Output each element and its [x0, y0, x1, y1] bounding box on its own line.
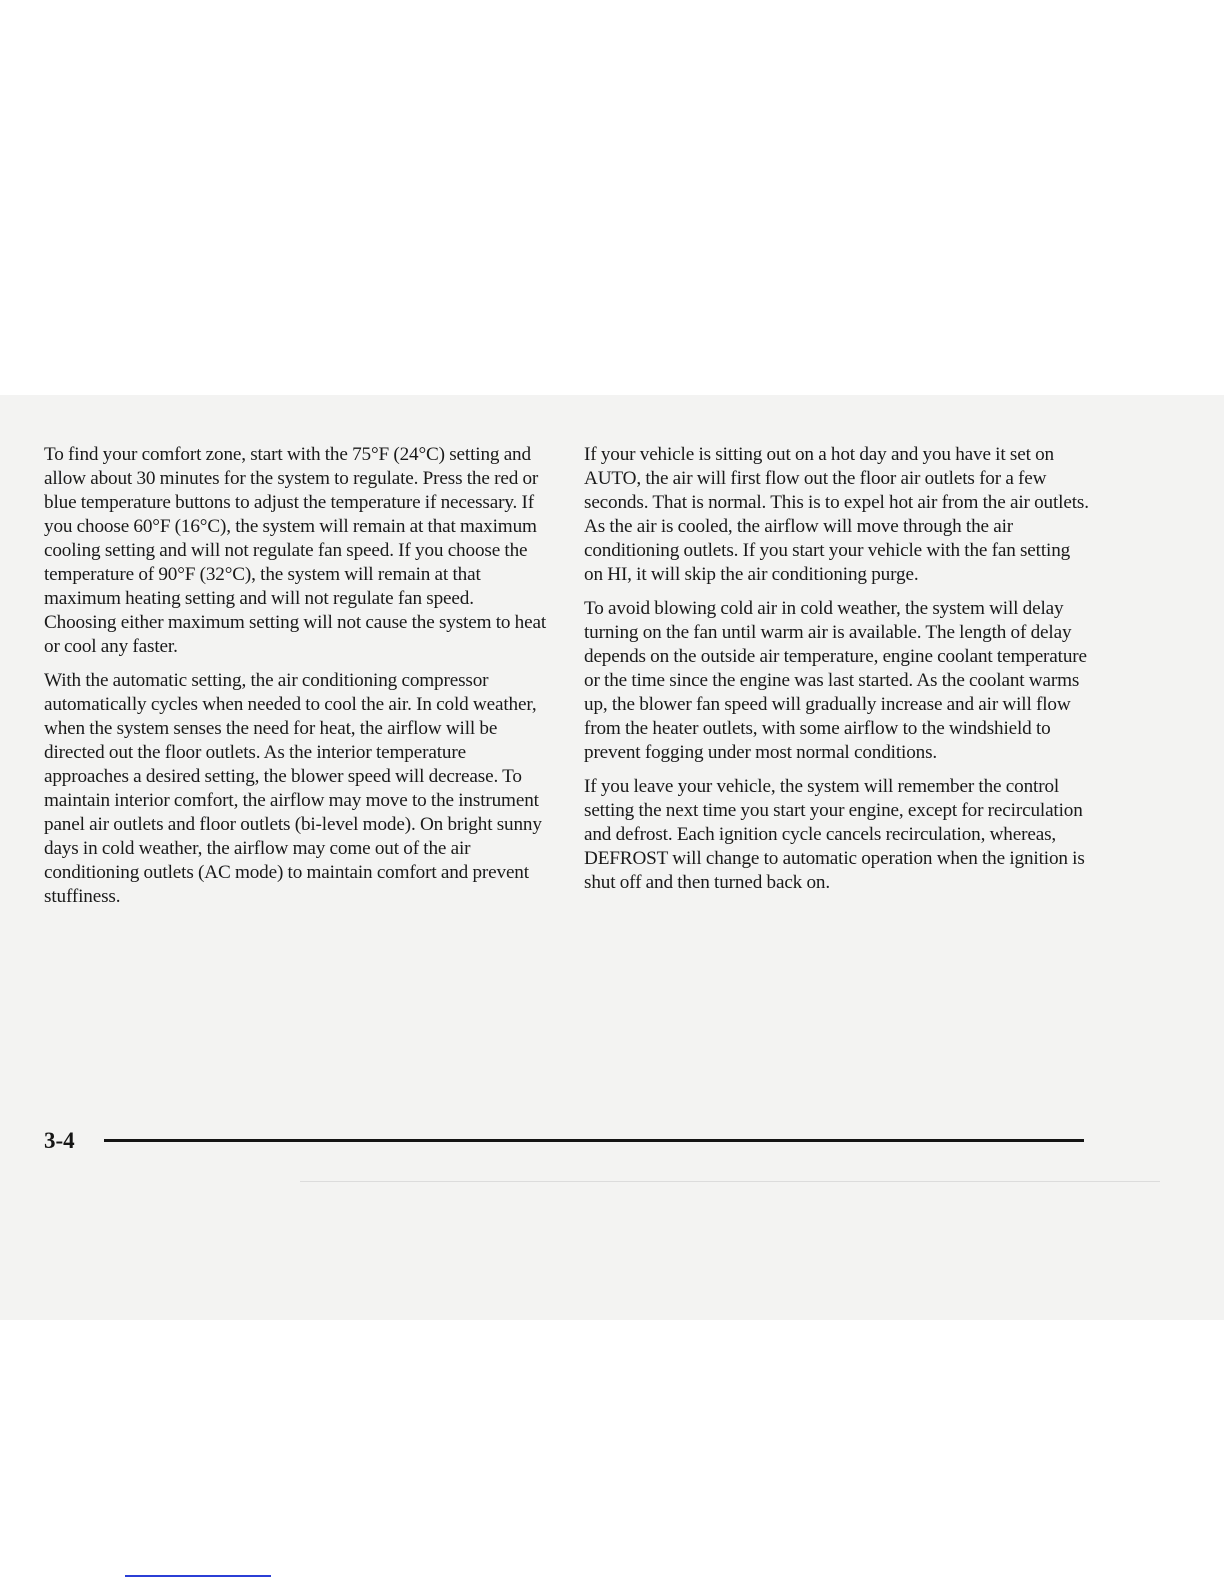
scan-artifact-line [300, 1181, 1160, 1182]
page-number: 3-4 [44, 1128, 75, 1153]
left-text-column [44, 443, 550, 919]
link-underline[interactable] [125, 1575, 271, 1577]
paragraph-automatic-setting: With the automatic setting, the air conditioning compressor automatically cycles when needed to cool the air. In cold weather, when the system senses the need for heat, the airflow will be directed out the floor outlets. As the interior temperature approaches a desired setting, the blower speed will decrease. To maintain interior comfort, the airflow may move to the instrument panel air outlets and floor outlets (bi-level mode). On bright sunny days in cold weather, the airflow may come out of the air conditioning outlets (AC mode) to maintain comfort and prevent stuffiness. [44, 670, 542, 907]
right-text-column [584, 443, 1090, 905]
paragraph-cold-weather-delay: To avoid blowing cold air in cold weather, the system will delay turning on the fan until warm air is available. The length of delay depends on the outside air temperature, engine coolant temperature or the time since the engine was last started. As the coolant warms up, the blower fan speed will gradually increase and air will flow from the heater outlets, with some airflow to the windshield to prevent fogging under most normal conditions. [584, 598, 1087, 763]
paragraph-comfort-zone: To find your comfort zone, start with the 75°F (24°C) setting and allow about 30 minutes for the system to regulate. Press the red or blue temperature buttons to adjust the temperature if necessary. If you choose 60°F (16°C), the system will remain at that maximum cooling setting and will not regulate fan speed. If you choose the temperature of 90°F (32°C), the system will remain at that maximum heating setting and will not regulate fan speed. Choosing either maximum setting will not cause the system to heat or cool any faster. [44, 444, 547, 657]
paragraph-remember-setting: If you leave your vehicle, the system will remember the control setting the next time you start your engine, except for recirculation and defrost. Each ignition cycle cancels recirculation, whereas, DEFROST will change to automatic operation when the ignition is shut off and then turned back on. [584, 776, 1085, 893]
footer-rule [104, 1139, 1084, 1142]
paragraph-hot-day-auto: If your vehicle is sitting out on a hot day and you have it set on AUTO, the air will first flow out the floor air outlets for a few seconds. That is normal. This is to expel hot air from the air outlets. As the air is cooled, the airflow will move through the air conditioning outlets. If you start your vehicle with the fan setting on HI, it will skip the air conditioning purge. [584, 444, 1089, 585]
